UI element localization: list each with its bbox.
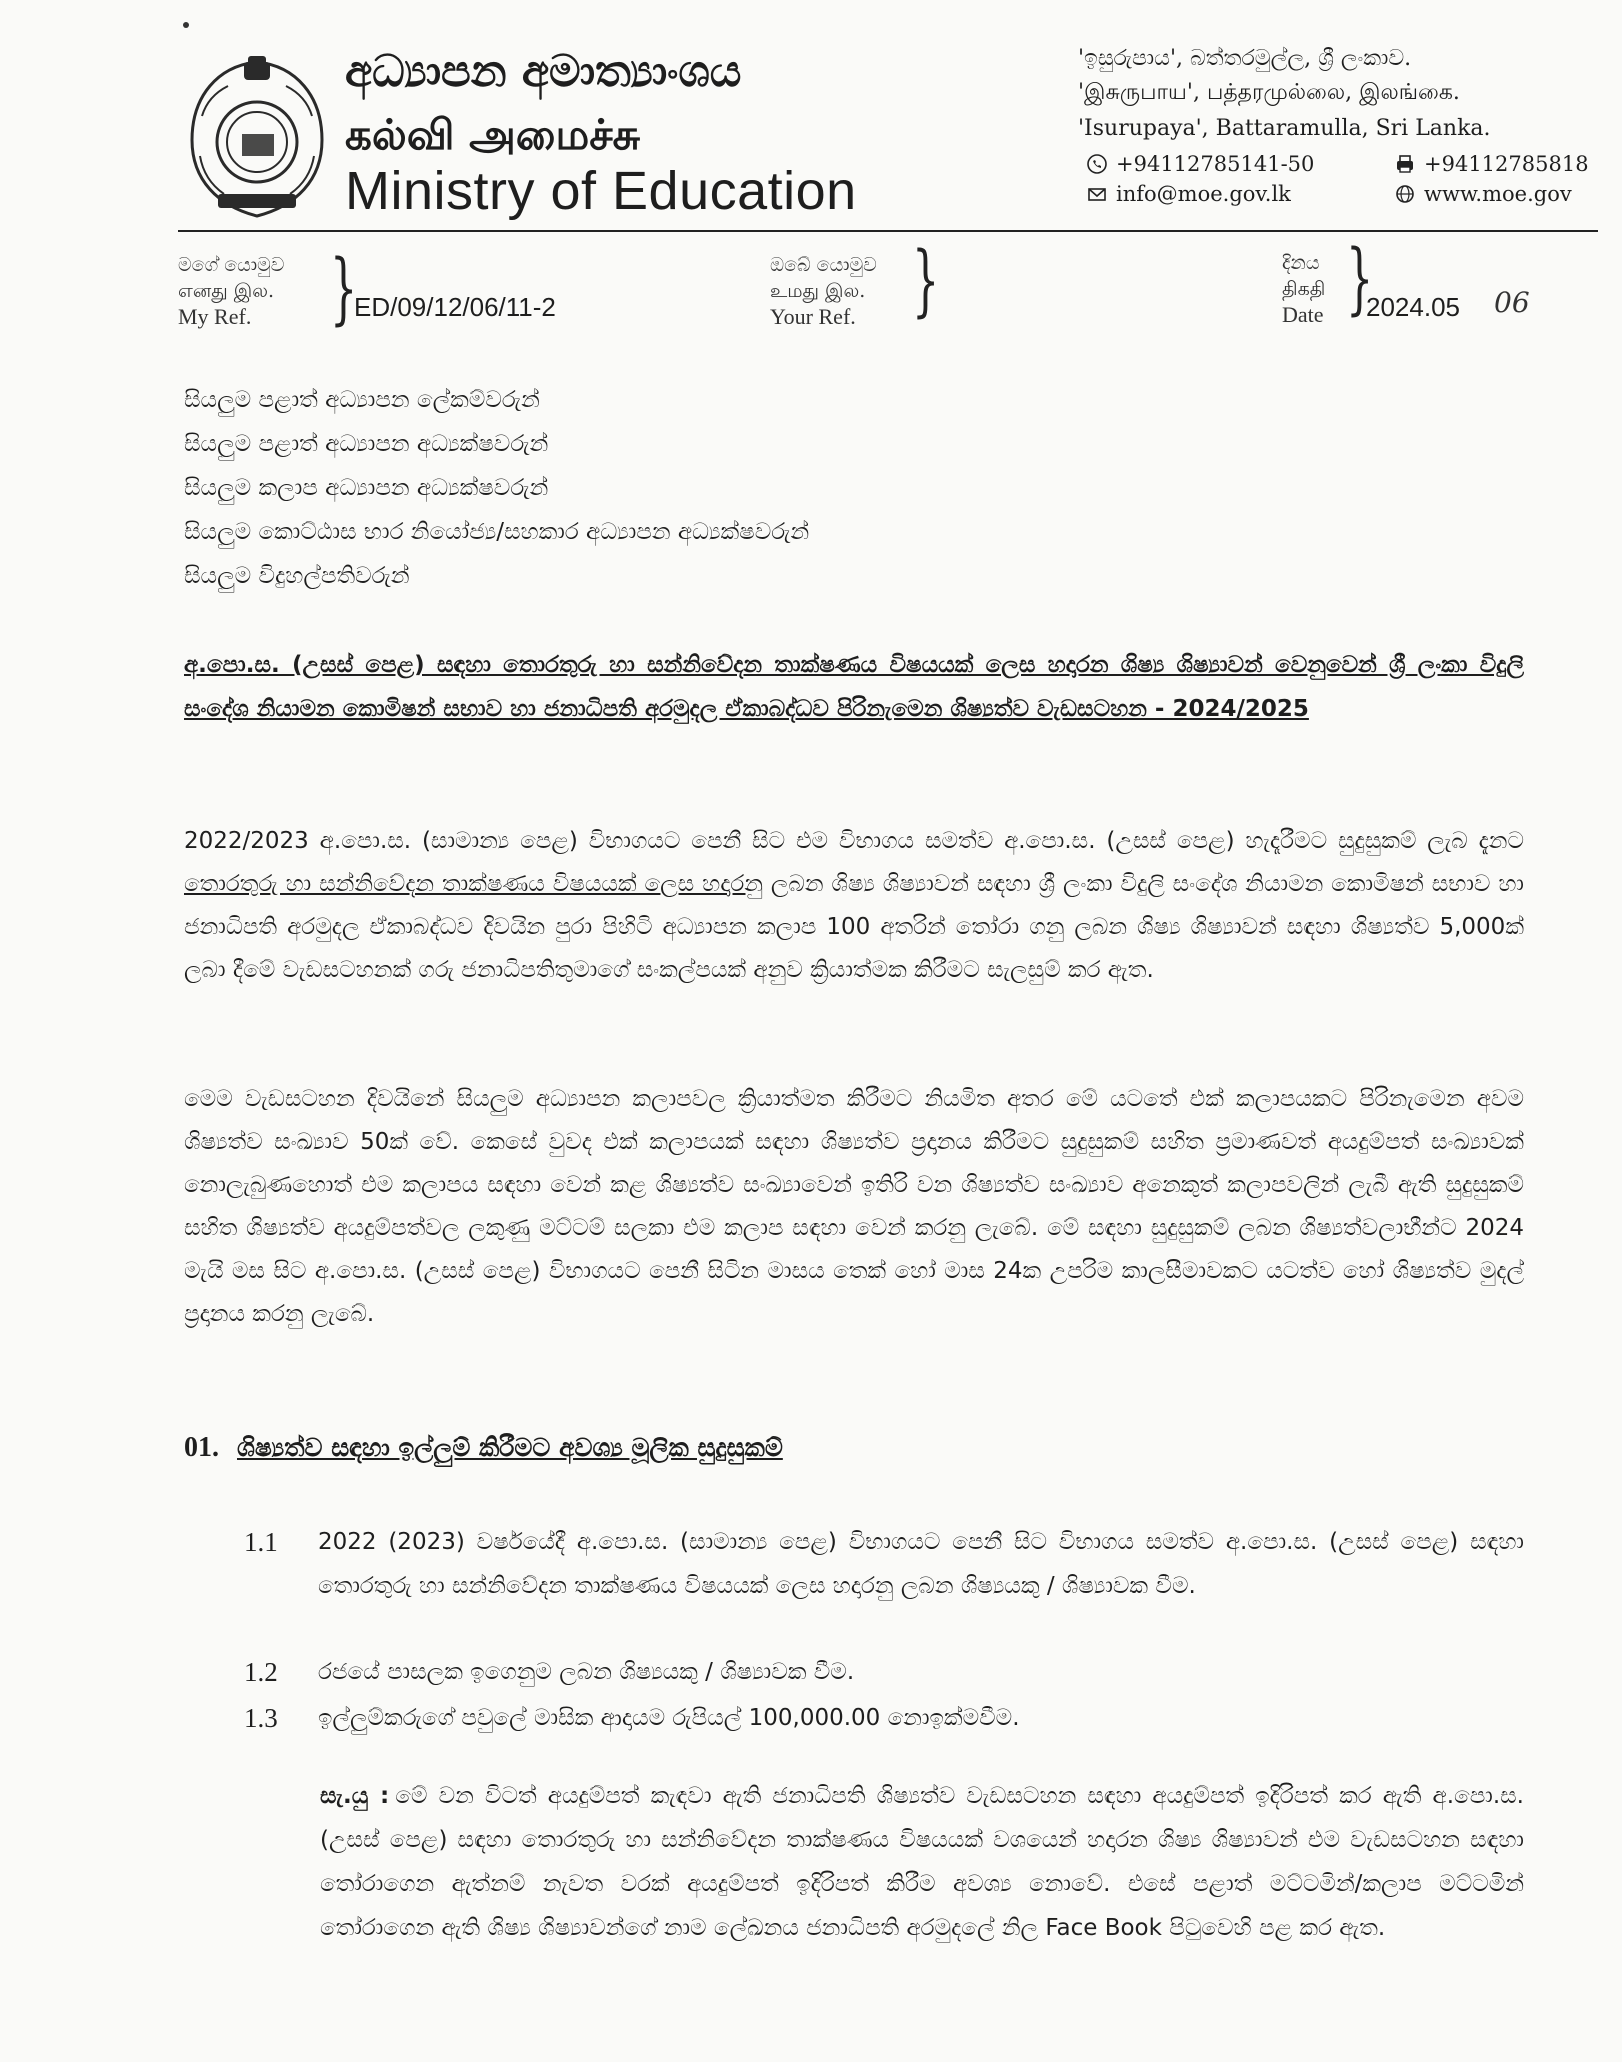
list-item-number: 1.3: [244, 1703, 278, 1733]
email-icon: [1086, 183, 1108, 205]
ministry-title-sinhala: අධ්‍යාපන අමාත්‍යාංශය: [345, 46, 742, 97]
note-text: මේ වන විටත් අයදුම්පත් කැඳවා ඇති ජනාධිපති ශිෂ්‍යත්ව වැඩසටහන සඳහා අයදුම්පත් ඉදිරිපත් කර ඇති අ.පො.ස. (උසස් පෙළ) සඳහා තොරතුරු හා සන්නිවේදන තාක්ෂණය විෂයයක් වශයෙන් හදාරන ශිෂ්‍ය ශිෂ්‍යාවන් එම වැඩසටහන සඳහා තෝරාගෙන ඇත්නම් නැවත වරක් අයදුම්පත් ඉදිරිපත් කිරීම අවශ්‍ය නොවේ. එසේ පළාත් මට්ටමින්/කලාප මට්ටමින් තෝරාගෙන ඇති ශිෂ්‍ය ශිෂ්‍යාවන්ගේ නාම ලේඛනය ජනාධිපති අරමුදලේ නිල Face Book පිටුවෙහි පළ කර ඇත.: [320, 1783, 1524, 1941]
your-ref-label-en: Your Ref.: [770, 304, 856, 329]
list-item-text: 2022 (2023) වර්ෂයේදී අ.පො.ස. (සාමාන්‍ය පෙළ) විභාගයට පෙනී සිට විභාගය සමත්ව අ.පො.ස. (උසස් පෙළ) සඳහා තොරතුරු හා සන්නිවේදන තාක්ෂණය විෂයයක් ලෙස හදාරනු ලබන ශිෂ්‍යයකු / ශිෂ්‍යාවක වීම.: [318, 1529, 1524, 1599]
address-english: 'Isurupaya', Battaramulla, Sri Lanka.: [1078, 116, 1491, 141]
handwritten-day: 06: [1494, 286, 1530, 319]
my-ref-label-ta: எனது இல.: [178, 280, 275, 302]
recipient-line: සියලුම විදුහල්පතිවරුන්: [184, 563, 410, 589]
scan-dot: [183, 22, 189, 28]
list-item-number: 1.1: [244, 1527, 278, 1557]
paragraph-1-start: 2022/2023 අ.පො.ස. (සාමාන්‍ය පෙළ) විභාගයට පෙනී සිට එම විභාගය සමත්ව අ.පො.ස. (උසස් පෙළ) හැදෑරීමට සුදුසුකම් ලැබ දැනට: [184, 828, 1524, 854]
your-ref-labels: [770, 252, 877, 330]
date-label-ta: திகதி: [1282, 278, 1326, 300]
recipient-line: සියලුම කලාප අධ්‍යාපන අධ්‍යක්ෂවරුන්: [184, 475, 549, 501]
note-label: සැ.යු :: [320, 1783, 390, 1809]
date-labels: [1282, 250, 1325, 328]
address-sinhala: 'ඉසුරුපාය', බත්තරමුල්ල, ශ්‍රී ලංකාව.: [1078, 46, 1412, 71]
list-item: [244, 1520, 1524, 1608]
my-ref-brace: }: [330, 244, 358, 334]
website-url: www.moe.gov: [1424, 182, 1572, 206]
my-ref-value: ED/09/12/06/11-2: [354, 292, 556, 322]
ministry-title-tamil: கல்வி அமைச்சு: [345, 110, 641, 159]
globe-icon: [1394, 183, 1416, 205]
header-divider: [178, 230, 1598, 232]
email-address: info@moe.gov.lk: [1116, 182, 1291, 206]
list-item-number: 1.2: [244, 1657, 278, 1687]
recipient-line: සියලුම පළාත් අධ්‍යාපන ලේකම්වරුන්: [184, 387, 540, 413]
phone-contact: [1086, 152, 1314, 176]
date-value: 2024.05: [1366, 292, 1460, 322]
paragraph-2: මෙම වැඩසටහන දිවයිනේ සියලුම අධ්‍යාපන කලාපවල ක්‍රියාත්මත කිරීමට නියමිත අතර මේ යටතේ එක් කලාපයකට පිරිනැමෙන අවම ශිෂ්‍යත්ව සංඛ්‍යාව 50ක් වේ. කෙසේ වුවද එක් කලාපයක් සඳහා ශිෂ්‍යත්ව ප්‍රදානය කිරීමට සුදුසුකම් සහිත ප්‍රමාණවත් අයදුම්පත් සංඛ්‍යාවක් නොලැබුණහොත් එම කලාපය සඳහා වෙන් කළ ශිෂ්‍යත්ව සංඛ්‍යාවෙන් ඉතිරි වන ශිෂ්‍යත්ව සංඛ්‍යාව අනෙකුත් කලාපවලින් ලැබී ඇති සුදුසුකම් සහිත ශිෂ්‍යත්ව අයදුම්පත්වල ලකුණු මට්ටම් සලකා එම කලාප සඳහා වෙන් කරනු ලැබේ. මේ සඳහා සුදුසුකම් ලබන ශිෂ්‍යත්වලාභීන්ට 2024 මැයි මස සිට අ.පො.ස. (උසස් පෙළ) විභාගයට පෙනී සිටින මාසය තෙක් හෝ මාස 24ක උපරිම කාලසීමාවකට යටත්ව හෝ ශිෂ්‍යත්ව මුදල් ප්‍රදානය කරනු ලැබේ.: [184, 1086, 1524, 1327]
paragraph-1-end: ලබන ශිෂ්‍ය ශිෂ්‍යාවන් සඳහා ශ්‍රී ලංකා විදුලි සංදේශ නියාමන කොමිෂන් සභාව හා ජනාධිපති අරමුදල ඒකාබද්ධව දිවයින පුරා පිහිටි අධ්‍යාපන කලාප 100 අතරින් තෝරා ගනු ලබන ශිෂ්‍ය ශිෂ්‍යාවන් සඳහා ශිෂ්‍යත්ව 5,000ක් ලබා දීමේ වැඩසටහනක් ගරු ජනාධිපතිතුමාගේ සංකල්පයක් අනුව ක්‍රියාත්මක කිරීමට සැලසුම් කර ඇත.: [184, 871, 1524, 983]
date-label-si: දිනය: [1282, 252, 1320, 274]
address-tamil: 'இசுருபாய', பத்தரமுல்லை, இலங்கை.: [1078, 80, 1460, 105]
your-ref-label-si: ඔබේ යොමුව: [770, 254, 877, 276]
my-ref-labels: [178, 252, 284, 330]
section-1-number: 01.: [184, 1432, 219, 1463]
date-label-en: Date: [1282, 302, 1324, 327]
list-item: [244, 1650, 1524, 1694]
list-item: [244, 1696, 1524, 1740]
recipient-line: සියලුම කොට්ඨාස භාර නියෝජ්‍ය/සහකාර අධ්‍යාපන අධ්‍යක්ෂවරුන්: [184, 519, 810, 545]
my-ref-label-si: මගේ යොමුව: [178, 254, 285, 276]
email-contact: [1086, 182, 1291, 206]
website-contact: [1394, 182, 1572, 206]
phone-number: +94112785141-50: [1116, 152, 1315, 176]
ministry-title-english: Ministry of Education: [345, 161, 857, 221]
date-brace: }: [1346, 234, 1374, 324]
letter-subject: අ.පො.ස. (උසස් පෙළ) සඳහා තොරතුරු හා සන්නිවේදන තාක්ෂණය විෂයයක් ලෙස හදාරන ශිෂ්‍ය ශිෂ්‍යාවන් වෙනුවෙන් ශ්‍රී ලංකා විදුලි සංදේශ නියාමන කොමිෂන් සභාව හා ජනාධිපති අරමුදල ඒකාබද්ධව පිරිනැමෙන ශිෂ්‍යත්ව වැඩසටහන - 2024/2025: [184, 652, 1524, 722]
fax-contact: [1394, 152, 1589, 176]
fax-number: +94112785818: [1424, 152, 1589, 176]
paragraph-1-underlined: තොරතුරු හා සන්නිවේදන තාක්ෂණය විෂයයක් ලෙස හදාරනු: [184, 871, 763, 897]
section-1-title: ශිෂ්‍යත්ව සඳහා ඉල්ලුම් කිරීමට අවශ්‍ය මූලික සුදුසුකම්: [237, 1433, 783, 1462]
list-item-text: ඉල්ලුම්කරුගේ පවුලේ මාසික ආදායම රුපියල් 100,000.00 නොඉක්මවීම.: [318, 1705, 1020, 1731]
your-ref-label-ta: உமது இல.: [770, 280, 866, 302]
national-emblem-icon: [178, 56, 336, 224]
recipient-list: [184, 378, 809, 598]
paragraph-1: [184, 820, 1524, 992]
my-ref-label-en: My Ref.: [178, 304, 252, 329]
fax-icon: [1394, 153, 1416, 175]
phone-icon: [1086, 153, 1108, 175]
your-ref-brace: }: [912, 236, 940, 326]
note-block: [320, 1774, 1524, 1950]
section-1-heading: [184, 1432, 783, 1464]
recipient-line: සියලුම පළාත් අධ්‍යාපන අධ්‍යක්ෂවරුන්: [184, 431, 549, 457]
list-item-text: රජයේ පාසලක ඉගෙනුම ලබන ශිෂ්‍යයකු / ශිෂ්‍යාවක වීම.: [318, 1659, 855, 1685]
